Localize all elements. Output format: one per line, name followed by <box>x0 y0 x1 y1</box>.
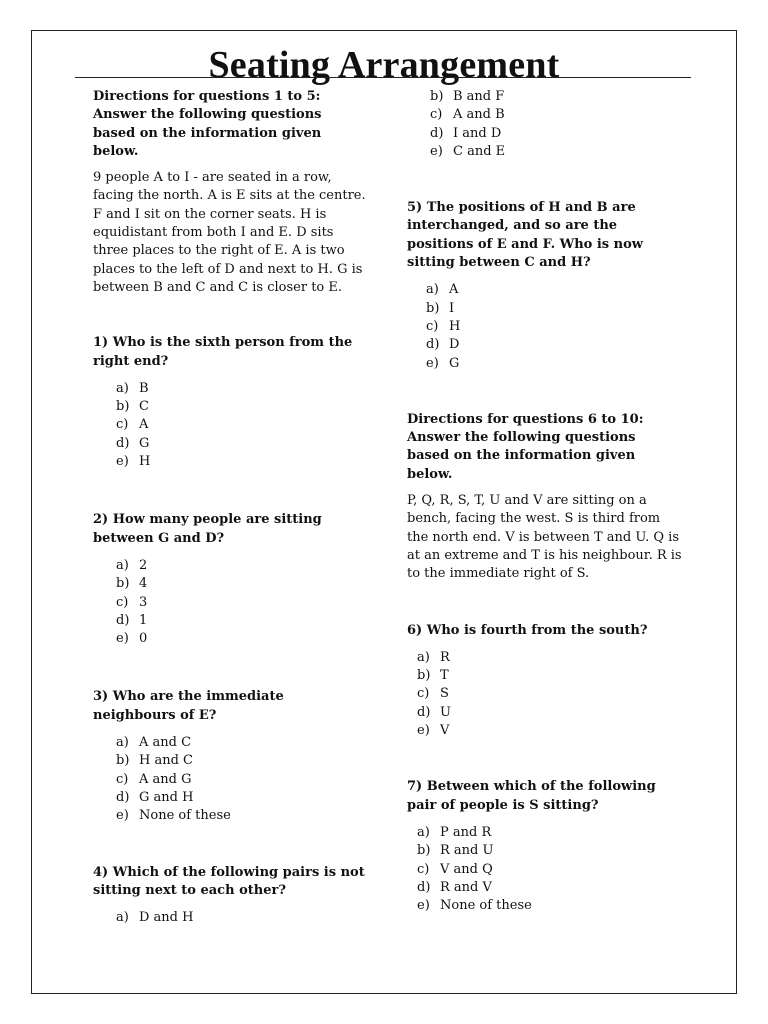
option <box>426 318 682 336</box>
option-letter: b) <box>426 300 440 316</box>
question-2 <box>93 511 368 648</box>
option <box>430 88 682 106</box>
option <box>417 704 682 722</box>
option <box>426 300 682 318</box>
option <box>116 789 368 807</box>
directions-set-2: Directions for questions 6 to 10: Answer the following questions based on the information given below. <box>407 411 644 482</box>
option-text: C <box>139 399 149 415</box>
option <box>116 909 368 927</box>
set-2 <box>407 411 682 584</box>
option-letter: c) <box>116 771 129 787</box>
option-text: P and R <box>440 824 492 840</box>
option <box>417 842 682 860</box>
option-letter: b) <box>417 843 431 859</box>
option <box>116 575 368 593</box>
directions-set-1: Directions for questions 1 to 5: Answer the following questions based on the information given below. <box>93 89 322 159</box>
question-1-options <box>93 380 368 471</box>
page-title: Seating Arrangement <box>208 44 560 86</box>
option <box>430 106 682 124</box>
option <box>116 380 368 398</box>
title-rule <box>75 77 691 78</box>
option-letter: b) <box>116 399 130 415</box>
option-text: A <box>449 282 459 298</box>
option-text: B <box>139 380 149 396</box>
option-letter: a) <box>116 735 129 751</box>
question-5 <box>407 199 682 373</box>
option <box>417 649 682 667</box>
question-2-options <box>93 557 368 648</box>
question-1 <box>93 334 368 471</box>
option-letter: b) <box>430 89 444 104</box>
option-letter: d) <box>417 704 431 720</box>
option-text: R and U <box>440 843 494 859</box>
option-text: I and D <box>453 125 502 141</box>
option-letter: c) <box>430 107 443 123</box>
option <box>116 734 368 752</box>
question-6-text: 6) Who is fourth from the south? <box>407 622 648 638</box>
option-letter: d) <box>116 789 130 805</box>
option-letter: b) <box>116 576 130 592</box>
question-2-text: 2) How many people are sitting between G and D? <box>93 512 322 546</box>
question-5-options <box>407 281 682 372</box>
option <box>116 557 368 575</box>
option-text: B and F <box>453 89 505 104</box>
question-3 <box>93 688 368 825</box>
question-4-options <box>93 909 368 927</box>
option-text: V and Q <box>440 861 493 877</box>
option <box>116 594 368 612</box>
option <box>417 879 682 897</box>
option <box>116 807 368 825</box>
option-letter: a) <box>116 557 129 573</box>
option-text: None of these <box>440 898 532 914</box>
option-letter: d) <box>116 612 130 628</box>
option <box>116 453 368 471</box>
option-letter: e) <box>116 454 129 470</box>
option-text: A and B <box>453 107 505 123</box>
option-text: 1 <box>139 612 148 628</box>
option-letter: d) <box>426 337 440 353</box>
option-text: G and H <box>139 789 194 805</box>
option <box>116 435 368 453</box>
option-text: D <box>449 337 460 353</box>
option <box>426 281 682 299</box>
option-text: 2 <box>139 557 148 573</box>
option <box>426 355 682 373</box>
option-letter: d) <box>430 125 444 141</box>
option-letter: e) <box>426 355 439 371</box>
option <box>417 861 682 879</box>
option <box>116 398 368 416</box>
option-text: H <box>139 454 151 470</box>
question-7 <box>407 778 682 915</box>
option <box>417 722 682 740</box>
question-3-text: 3) Who are the immediate neighbours of E? <box>93 689 284 723</box>
option-letter: b) <box>417 668 431 684</box>
passage-set-1: 9 people A to I - are seated in a row, facing the north. A is E sits at the centre. F and I sit on the corner seats. H is equidistant from both I and E. D sits three places to the right of E. A is two places to the left of D and next to H. G is between B and C and C is closer to E. <box>93 170 366 295</box>
option-text: A and G <box>139 771 192 787</box>
left-column <box>93 88 368 927</box>
question-6 <box>407 622 682 741</box>
option-letter: e) <box>116 631 129 647</box>
passage-set-2: P, Q, R, S, T, U and V are sitting on a bench, facing the west. S is third from the north end. V is between T and U. Q is at an extreme and T is his neighbour. R is to the immediate right of S. <box>407 493 682 582</box>
option-letter: a) <box>116 910 129 926</box>
option <box>426 336 682 354</box>
option-letter: b) <box>116 753 130 769</box>
option-letter: e) <box>430 143 443 159</box>
option-text: R <box>440 649 450 665</box>
option <box>116 612 368 630</box>
option-letter: d) <box>116 435 130 451</box>
option-text: G <box>139 435 150 451</box>
question-4-options-continued <box>407 88 682 161</box>
option <box>417 824 682 842</box>
question-1-text: 1) Who is the sixth person from the right end? <box>93 335 353 369</box>
option <box>417 667 682 685</box>
option-text: I <box>449 300 455 316</box>
option-letter: a) <box>417 649 430 665</box>
option-text: G <box>449 355 460 371</box>
option-letter: e) <box>417 898 430 914</box>
option <box>430 125 682 143</box>
option <box>430 143 682 161</box>
option-text: A and C <box>139 735 192 751</box>
option-text: A <box>139 417 149 433</box>
option-letter: a) <box>417 824 430 840</box>
option-text: U <box>440 704 451 720</box>
option <box>116 771 368 789</box>
question-5-text: 5) The positions of H and B are interchanged, and so are the positions of E and F. Who is now sitting between C and H? <box>407 200 643 271</box>
option-text: C and E <box>453 143 506 159</box>
option-text: D and H <box>139 910 194 926</box>
option-letter: e) <box>417 723 430 739</box>
option <box>116 416 368 434</box>
option-text: T <box>440 668 449 684</box>
option-letter: a) <box>426 282 439 298</box>
option-letter: d) <box>417 879 431 895</box>
option <box>116 752 368 770</box>
option-text: 0 <box>139 631 148 647</box>
option-letter: e) <box>116 808 129 824</box>
option-text: H <box>449 318 461 334</box>
option-letter: c) <box>417 686 430 702</box>
question-6-options <box>407 649 682 740</box>
option-letter: c) <box>116 594 129 610</box>
option-text: None of these <box>139 808 231 824</box>
option-text: 3 <box>139 594 148 610</box>
question-4-text: 4) Which of the following pairs is not sitting next to each other? <box>93 864 365 898</box>
option-letter: c) <box>426 318 439 334</box>
option-text: H and C <box>139 753 193 769</box>
option-text: S <box>440 686 449 702</box>
option-letter: c) <box>417 861 430 877</box>
option-text: 4 <box>139 576 148 592</box>
option-letter: c) <box>116 417 129 433</box>
question-7-text: 7) Between which of the following pair of people is S sitting? <box>407 779 656 813</box>
question-3-options <box>93 734 368 825</box>
right-column <box>407 88 682 915</box>
question-4 <box>93 864 368 928</box>
option <box>417 897 682 915</box>
option-text: R and V <box>440 879 492 895</box>
option-letter: a) <box>116 380 129 396</box>
option <box>116 630 368 648</box>
question-7-options <box>407 824 682 915</box>
option-text: V <box>440 723 450 739</box>
option <box>417 685 682 703</box>
